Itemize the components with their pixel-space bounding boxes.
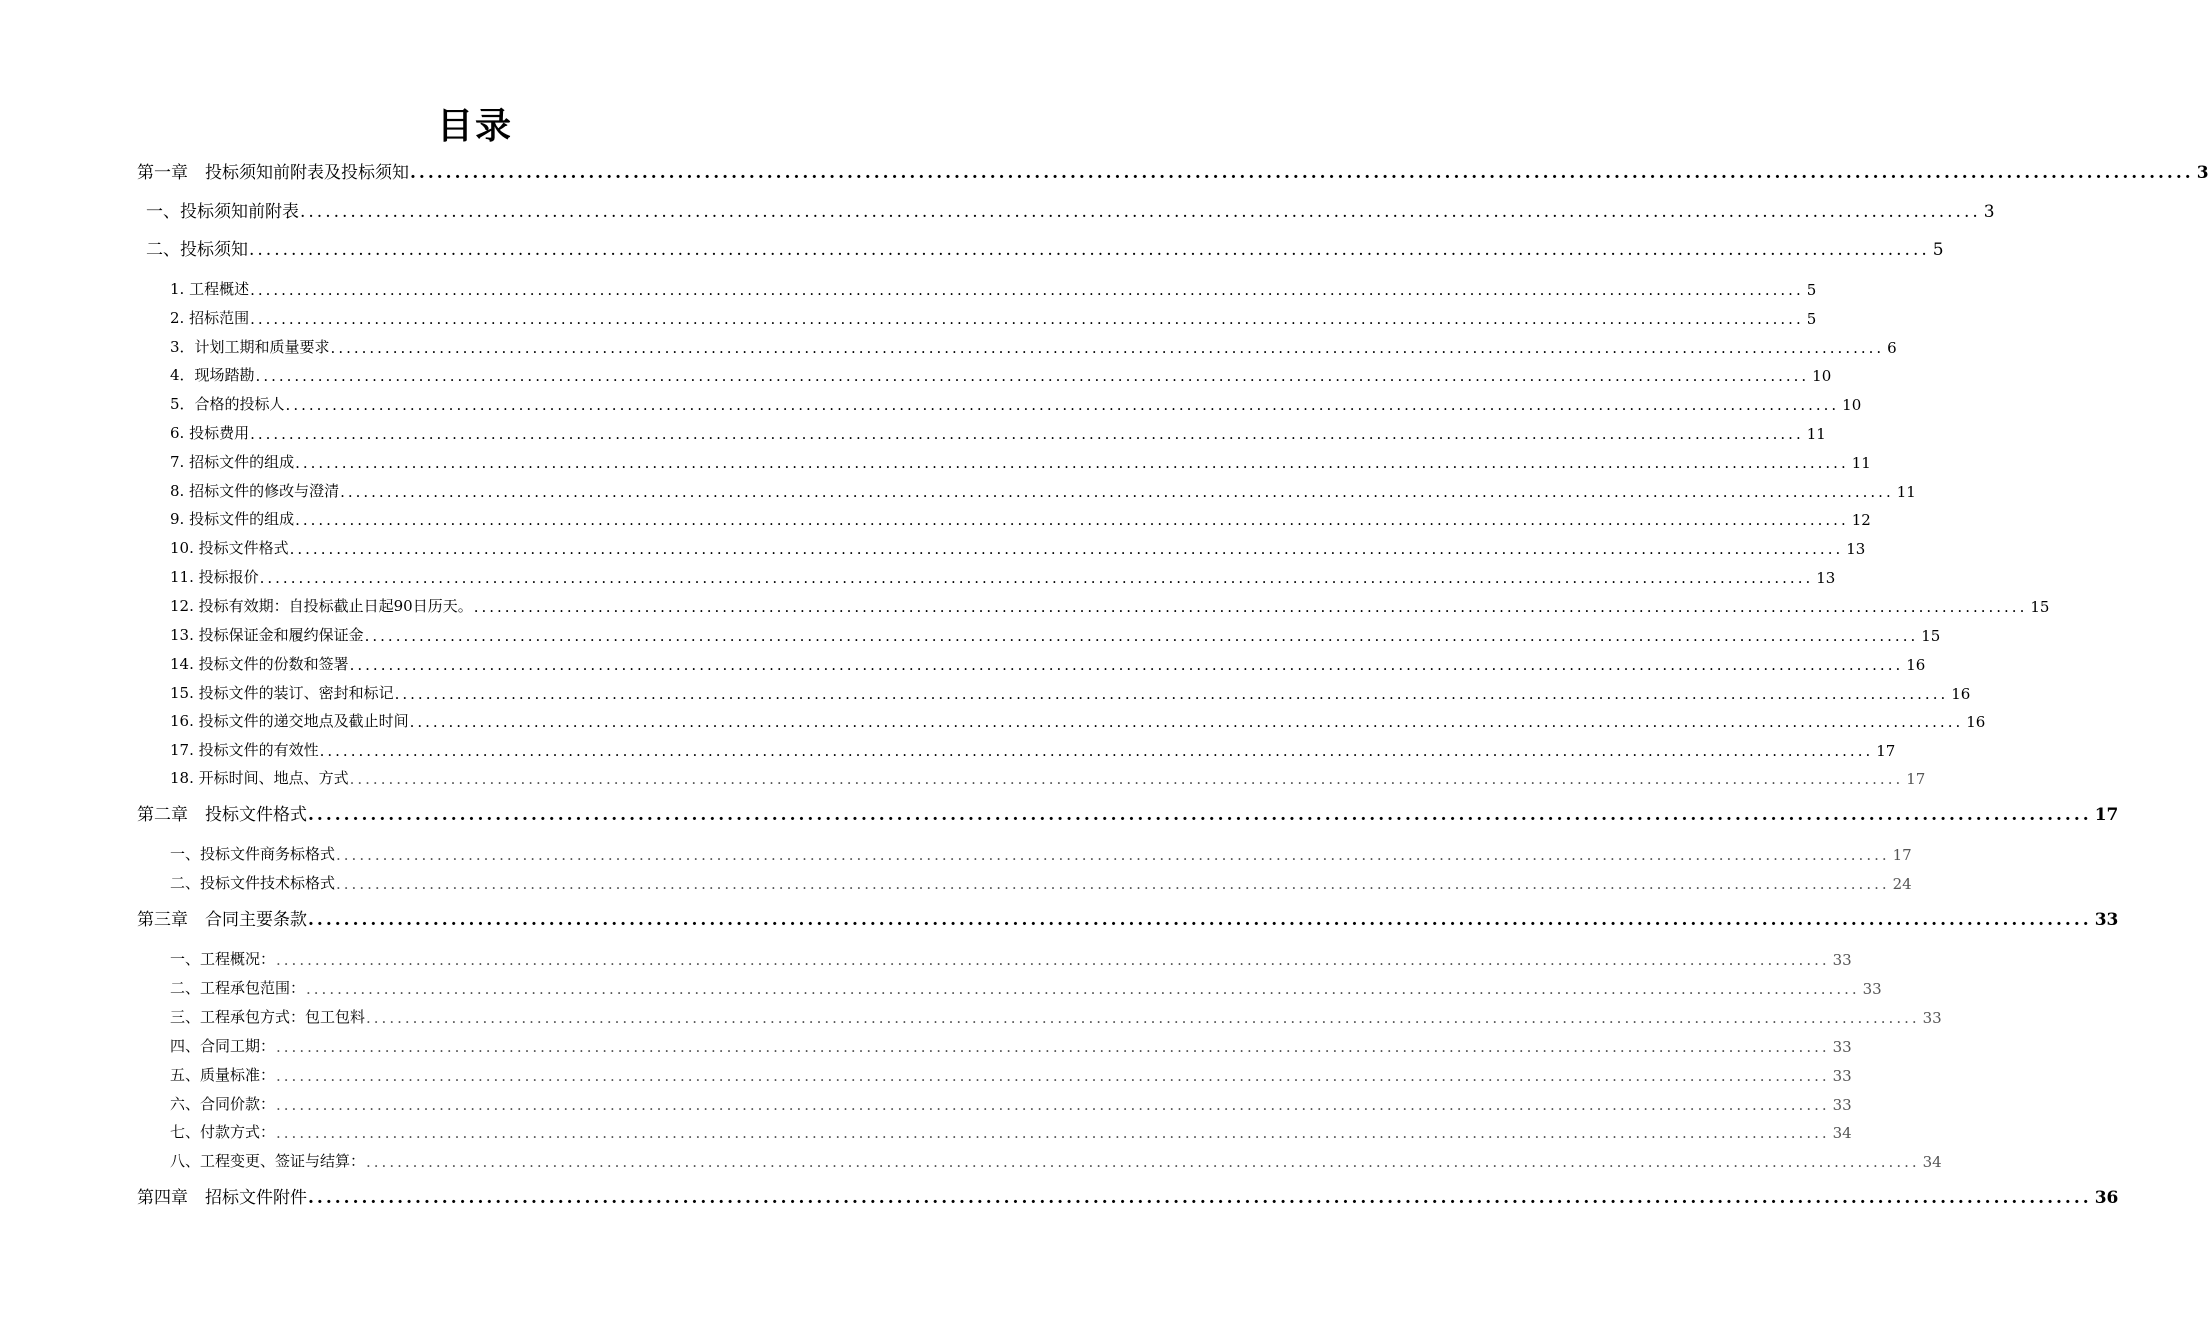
toc-entry-label: 4．现场踏勘 xyxy=(170,366,255,384)
toc-entry-page: 15 xyxy=(1921,627,1941,645)
toc-entry[interactable] xyxy=(170,734,1896,760)
toc-entry[interactable] xyxy=(170,1116,1852,1142)
toc-dot-leader: ........................................................................................................................................................................................................ xyxy=(349,770,1904,788)
toc-dot-leader: ........................................................................................................................................................................................................ xyxy=(336,846,1890,864)
toc-dot-leader: ........................................................................................................................................................................................................ xyxy=(349,656,1904,674)
toc-entry[interactable] xyxy=(170,943,1852,969)
toc-entry[interactable] xyxy=(146,234,1944,260)
toc-entry-label: 一、工程概况： xyxy=(170,950,276,968)
toc-entry[interactable] xyxy=(170,503,1871,529)
toc-entry[interactable] xyxy=(170,867,1912,893)
toc-entry[interactable] xyxy=(170,619,1941,645)
toc-entry-page: 17 xyxy=(1906,770,1926,788)
toc-dot-leader: ........................................................................................................................................................................................................ xyxy=(276,1067,1830,1085)
toc-entry-label: 2. 招标范围 xyxy=(170,309,250,327)
toc-entry-label: 六、合同价款： xyxy=(170,1095,276,1113)
toc-entry[interactable] xyxy=(137,1182,2119,1208)
toc-dot-leader: ........................................................................................................................................................................................................ xyxy=(308,910,2092,930)
toc-entry-label: 七、付款方式： xyxy=(170,1123,276,1141)
toc-entry-page: 3 xyxy=(2196,163,2209,183)
toc-dot-leader: ........................................................................................................................................................................................................ xyxy=(336,875,1890,893)
toc-entry[interactable] xyxy=(170,417,1826,443)
toc-entry-label: 5．合格的投标人 xyxy=(170,395,285,413)
toc-dot-leader: ........................................................................................................................................................................................................ xyxy=(306,980,1860,998)
toc-dot-leader: ........................................................................................................................................................................................................ xyxy=(300,202,1981,222)
toc-entry-page: 10 xyxy=(1812,367,1832,385)
toc-entry-label: 3．计划工期和质量要求 xyxy=(170,338,330,356)
toc-entry-label: 9. 投标文件的组成 xyxy=(170,510,295,528)
toc-entry-page: 17 xyxy=(1876,742,1896,760)
toc-entry[interactable] xyxy=(170,1030,1852,1056)
toc-dot-leader: ........................................................................................................................................................................................................ xyxy=(250,310,1804,328)
toc-entry-label: 二、工程承包范围： xyxy=(170,979,306,997)
toc-entry-label: 五、质量标准： xyxy=(170,1066,276,1084)
toc-entry-label: 12. 投标有效期：自投标截止日起90日历天。 xyxy=(170,597,473,615)
toc-entry-page: 3 xyxy=(1983,202,1995,222)
toc-entry-page: 17 xyxy=(1892,846,1912,864)
toc-entry-page: 33 xyxy=(1832,951,1852,969)
toc-entry[interactable] xyxy=(137,799,2119,825)
toc-entry-page: 33 xyxy=(1832,1038,1852,1056)
toc-entry[interactable] xyxy=(170,302,1817,328)
toc-entry-page: 5 xyxy=(1932,240,1944,260)
toc-entry[interactable] xyxy=(137,904,2119,930)
toc-dot-leader: ........................................................................................................................................................................................................ xyxy=(259,569,1814,587)
toc-entry-page: 34 xyxy=(1922,1153,1942,1171)
toc-entry-page: 34 xyxy=(1832,1124,1852,1142)
toc-dot-leader: ........................................................................................................................................................................................................ xyxy=(308,1188,2092,1208)
toc-entry[interactable] xyxy=(170,1145,1942,1171)
toc-entry-label: 6. 投标费用 xyxy=(170,424,250,442)
toc-entry[interactable] xyxy=(170,762,1926,788)
toc-entry-label: 第四章 招标文件附件 xyxy=(137,1188,307,1208)
toc-entry-page: 15 xyxy=(2030,598,2050,616)
toc-entry-page: 33 xyxy=(1922,1009,1942,1027)
toc-entry-label: 第三章 合同主要条款 xyxy=(137,910,307,930)
toc-entry-page: 11 xyxy=(1806,425,1826,443)
toc-entry[interactable] xyxy=(170,359,1832,385)
toc-entry-label: 18. 开标时间、地点、方式 xyxy=(170,769,349,787)
toc-entry-page: 13 xyxy=(1846,540,1866,558)
toc-entry-page: 16 xyxy=(1951,685,1971,703)
toc-entry-label: 15. 投标文件的装订、密封和标记 xyxy=(170,684,394,702)
toc-entry-label: 第二章 投标文件格式 xyxy=(137,805,307,825)
toc-entry[interactable] xyxy=(170,388,1862,414)
toc-entry[interactable] xyxy=(137,157,2209,183)
toc-dot-leader: ........................................................................................................................................................................................................ xyxy=(250,425,1804,443)
toc-dot-leader: ........................................................................................................................................................................................................ xyxy=(250,281,1804,299)
toc-dot-leader: ........................................................................................................................................................................................................ xyxy=(276,1038,1830,1056)
toc-entry-label: 二、投标须知 xyxy=(146,240,248,260)
toc-entry-page: 33 xyxy=(1832,1067,1852,1085)
toc-entry-page: 12 xyxy=(1851,511,1871,529)
toc-entry[interactable] xyxy=(146,196,1995,222)
toc-dot-leader: ........................................................................................................................................................................................................ xyxy=(409,713,1964,731)
toc-dot-leader: ........................................................................................................................................................................................................ xyxy=(394,685,1949,703)
toc-entry-label: 八、工程变更、签证与结算： xyxy=(170,1152,366,1170)
toc-entry-label: 四、合同工期： xyxy=(170,1037,276,1055)
toc-dot-leader: ........................................................................................................................................................................................................ xyxy=(364,627,1919,645)
toc-dot-leader: ........................................................................................................................................................................................................ xyxy=(289,540,1844,558)
toc-entry-page: 33 xyxy=(1862,980,1882,998)
toc-entry[interactable] xyxy=(170,648,1926,674)
toc-dot-leader: ........................................................................................................................................................................................................ xyxy=(410,163,2194,183)
toc-dot-leader: ........................................................................................................................................................................................................ xyxy=(276,1124,1830,1142)
toc-entry-label: 16. 投标文件的递交地点及截止时间 xyxy=(170,712,409,730)
toc-dot-leader: ........................................................................................................................................................................................................ xyxy=(255,367,1810,385)
toc-entry[interactable] xyxy=(170,972,1882,998)
toc-entry-page: 6 xyxy=(1887,339,1897,357)
toc-entry[interactable] xyxy=(170,273,1817,299)
toc-dot-leader: ........................................................................................................................................................................................................ xyxy=(276,1096,1830,1114)
toc-entry-label: 17. 投标文件的有效性 xyxy=(170,741,319,759)
toc-entry[interactable] xyxy=(170,532,1866,558)
toc-entry-label: 一、投标文件商务标格式 xyxy=(170,845,336,863)
toc-entry[interactable] xyxy=(170,705,1986,731)
toc-entry[interactable] xyxy=(170,561,1836,587)
toc-entry-page: 10 xyxy=(1842,396,1862,414)
toc-entry[interactable] xyxy=(170,838,1912,864)
toc-entry[interactable] xyxy=(170,475,1916,501)
toc-entry-page: 33 xyxy=(1832,1096,1852,1114)
toc-entry-label: 13. 投标保证金和履约保证金 xyxy=(170,626,364,644)
toc-entry-label: 三、工程承包方式：包工包料 xyxy=(170,1008,366,1026)
toc-dot-leader: ........................................................................................................................................................................................................ xyxy=(308,805,2092,825)
toc-entry-page: 11 xyxy=(1851,454,1871,472)
toc-entry-label: 8. 招标文件的修改与澄清 xyxy=(170,482,340,500)
toc-entry-label: 7. 招标文件的组成 xyxy=(170,453,295,471)
toc-dot-leader: ........................................................................................................................................................................................................ xyxy=(276,951,1830,969)
toc-dot-leader: ........................................................................................................................................................................................................ xyxy=(285,396,1840,414)
toc-entry-label: 11. 投标报价 xyxy=(170,568,259,586)
toc-entry[interactable] xyxy=(170,1088,1852,1114)
toc-entry[interactable] xyxy=(170,590,2050,616)
toc-entry-page: 24 xyxy=(1892,875,1912,893)
toc-entry-page: 13 xyxy=(1816,569,1836,587)
toc-dot-leader: ........................................................................................................................................................................................................ xyxy=(340,483,1894,501)
toc-dot-leader: ........................................................................................................................................................................................................ xyxy=(319,742,1874,760)
toc-entry-label: 二、投标文件技术标格式 xyxy=(170,874,336,892)
toc-entry-page: 11 xyxy=(1896,483,1916,501)
toc-dot-leader: ........................................................................................................................................................................................................ xyxy=(330,339,1885,357)
toc-dot-leader: ........................................................................................................................................................................................................ xyxy=(366,1009,1920,1027)
toc-entry[interactable] xyxy=(170,1059,1852,1085)
toc-entry-page: 36 xyxy=(2094,1188,2119,1208)
toc-dot-leader: ........................................................................................................................................................................................................ xyxy=(295,511,1849,529)
toc-dot-leader: ........................................................................................................................................................................................................ xyxy=(249,240,1930,260)
toc-entry-label: 10. 投标文件格式 xyxy=(170,539,289,557)
toc-entry-page: 5 xyxy=(1806,281,1817,299)
toc-entry[interactable] xyxy=(170,331,1897,357)
toc-entry-label: 1. 工程概述 xyxy=(170,280,250,298)
toc-entry-page: 16 xyxy=(1906,656,1926,674)
toc-dot-leader: ........................................................................................................................................................................................................ xyxy=(295,454,1849,472)
toc-entry[interactable] xyxy=(170,1001,1942,1027)
toc-entry[interactable] xyxy=(170,677,1971,703)
toc-entry-page: 16 xyxy=(1966,713,1986,731)
toc-entry-label: 一、投标须知前附表 xyxy=(146,202,299,222)
toc-entry-page: 33 xyxy=(2094,910,2119,930)
toc-dot-leader: ........................................................................................................................................................................................................ xyxy=(366,1153,1920,1171)
toc-dot-leader: ........................................................................................................................................................................................................ xyxy=(473,598,2028,616)
toc-entry[interactable] xyxy=(170,446,1871,472)
toc-entry-page: 5 xyxy=(1806,310,1817,328)
toc-entry-label: 第一章 投标须知前附表及投标须知 xyxy=(137,163,409,183)
toc-entry-page: 17 xyxy=(2094,805,2119,825)
page-title: 目录 xyxy=(436,106,513,147)
toc-entry-label: 14. 投标文件的份数和签署 xyxy=(170,655,349,673)
